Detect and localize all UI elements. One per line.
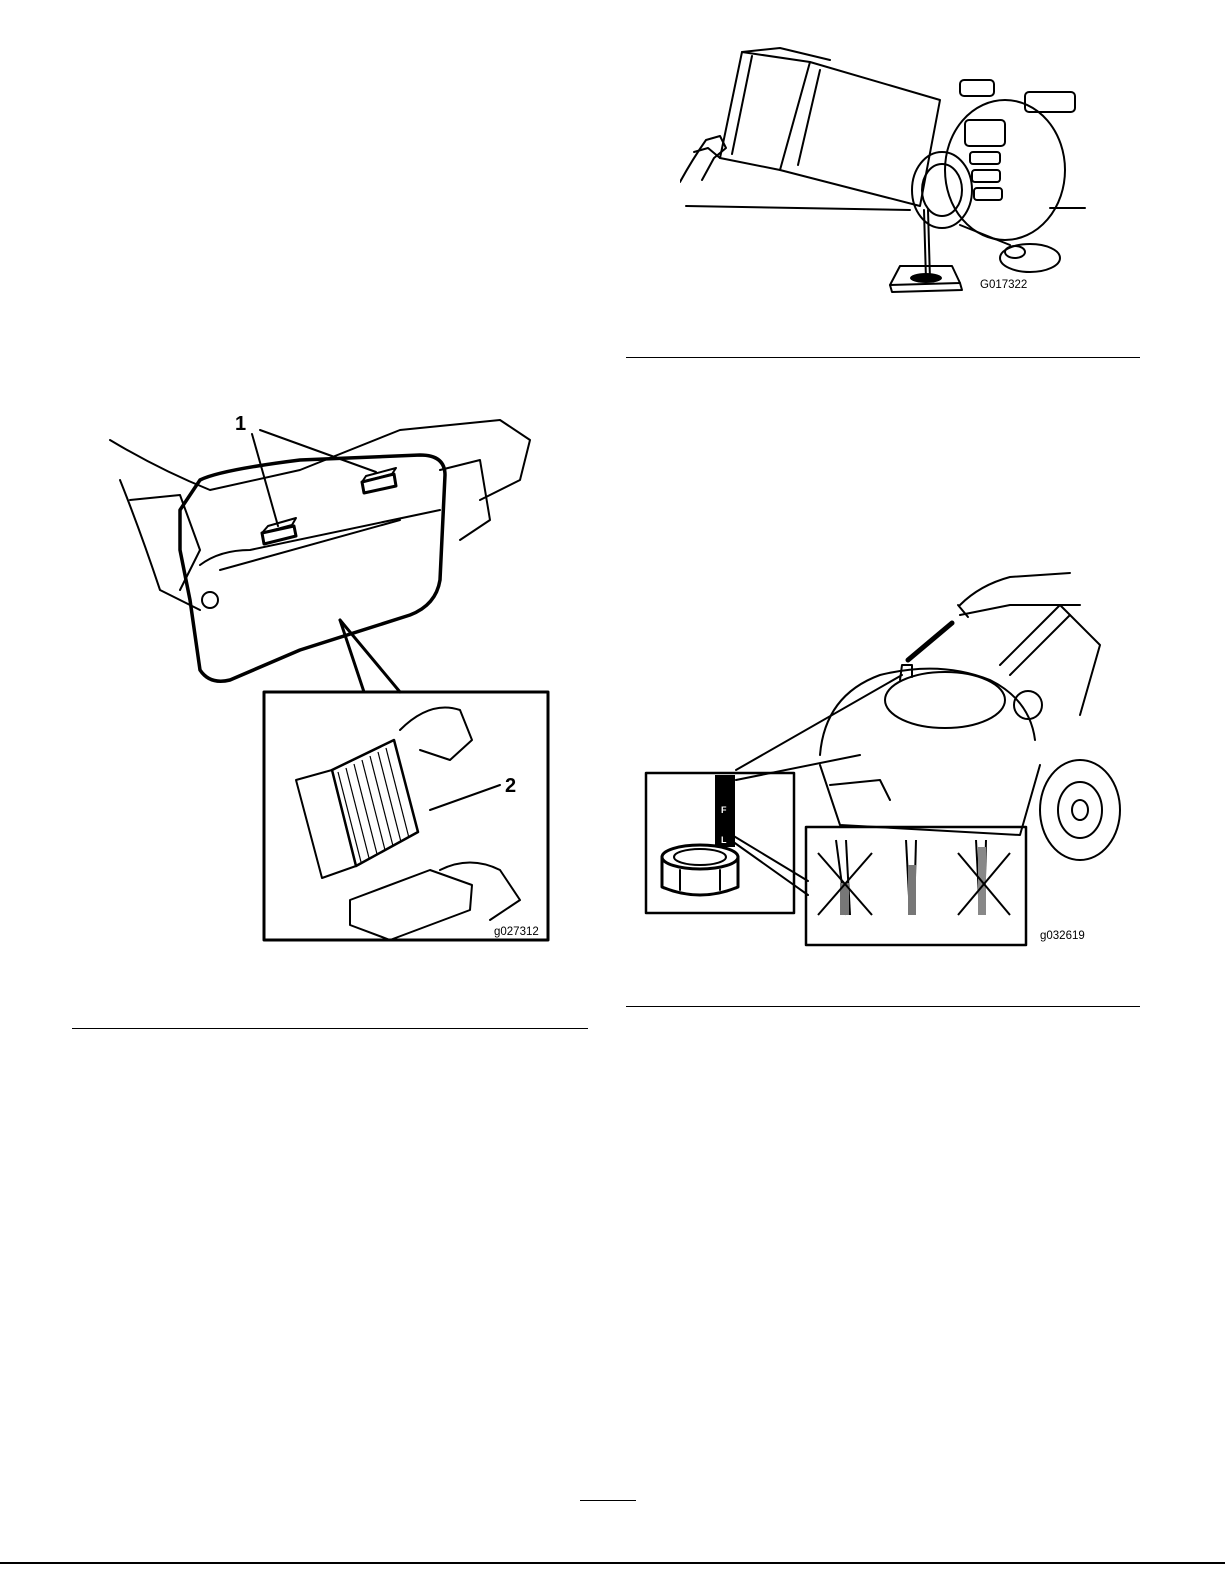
section-divider: [626, 357, 1140, 358]
section-divider: [72, 1028, 588, 1029]
figure-code-drain-oil: G017322: [980, 279, 1028, 291]
oil-level-reading-low: [818, 840, 872, 915]
dipstick-full-mark: F: [721, 805, 727, 815]
section-divider: [626, 1006, 1140, 1007]
figure-air-filter: [100, 400, 560, 955]
figure-dipstick: [640, 565, 1130, 950]
figure-code-dipstick: g032619: [1040, 930, 1085, 942]
callout-label-2: 2: [505, 775, 517, 797]
dipstick-low-mark: L: [721, 835, 727, 845]
callout-label-1: 1: [235, 413, 247, 435]
oil-level-reading-overfull: [958, 840, 1010, 915]
figure-code-air-filter: g027312: [494, 926, 539, 938]
page-number-underline: [580, 1500, 636, 1501]
oil-level-reading-correct: [906, 840, 916, 915]
page-footer-rule: [0, 1562, 1225, 1564]
figure-drain-oil: [680, 40, 1100, 305]
